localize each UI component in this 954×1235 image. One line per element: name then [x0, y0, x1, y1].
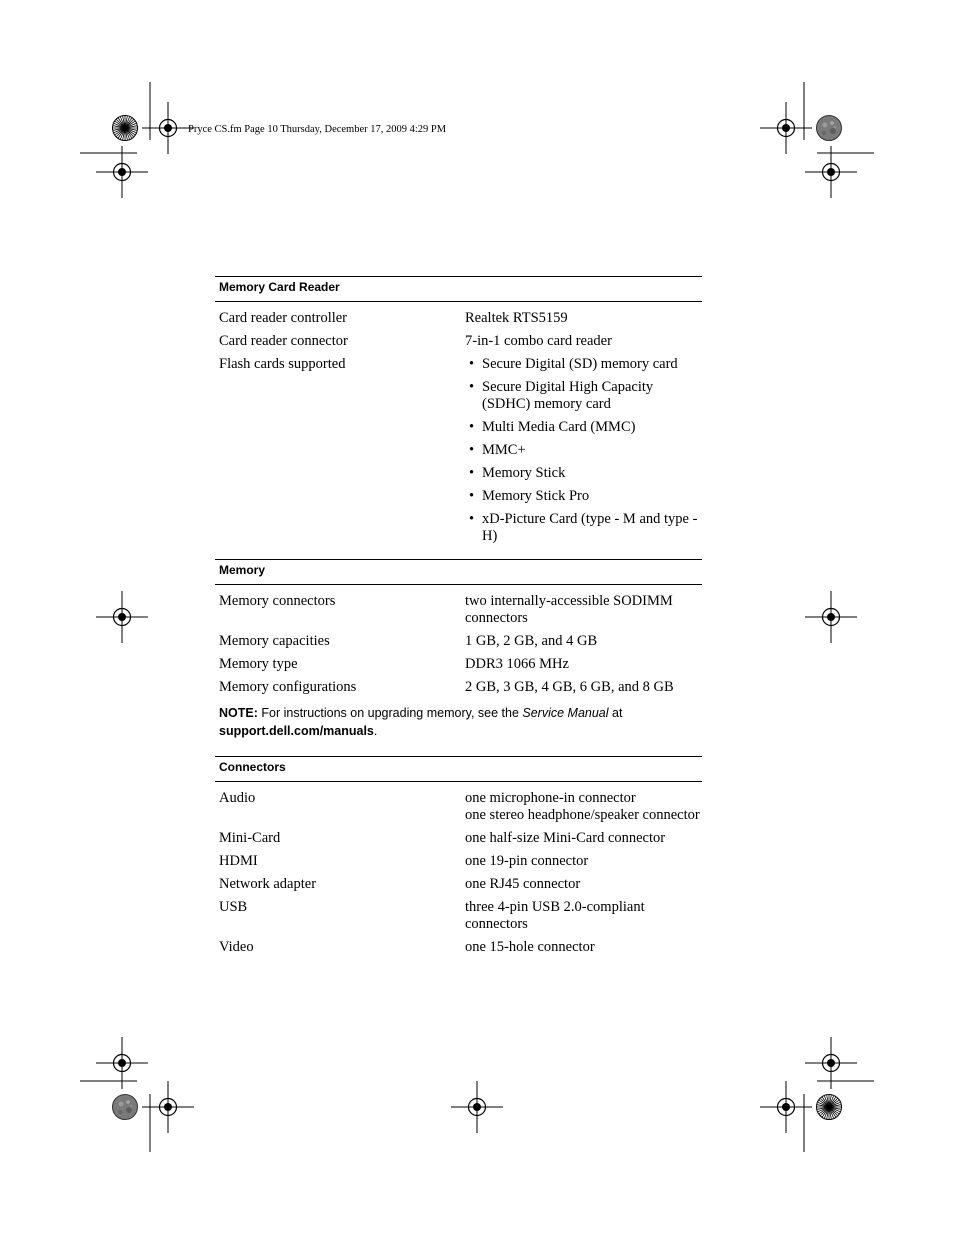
list-item: • Secure Digital High Capacity (SDHC) memory card [465, 379, 702, 413]
spec-row [215, 633, 702, 650]
running-head: Pryce CS.fm Page 10 Thursday, December 17, 2009 4:29 PM [188, 124, 447, 135]
spec-value: 1 GB, 2 GB, and 4 GB [465, 633, 598, 649]
spec-value: three 4-pin USB 2.0-compliant connectors [465, 899, 645, 932]
spec-row [215, 679, 702, 696]
section-title: Memory Card Reader [215, 276, 702, 302]
list-item: • Multi Media Card (MMC) [465, 419, 702, 436]
note-text: For instructions on upgrading memory, see the [257, 706, 523, 720]
spec-label: Memory capacities [219, 633, 330, 649]
service-manual-title: Service Manual [522, 706, 609, 720]
spec-label: Card reader connector [219, 333, 348, 349]
spec-value: two internally-accessible SODIMM connectors [465, 593, 673, 626]
spec-value: 7-in-1 combo card reader [465, 333, 612, 349]
spec-row [215, 333, 702, 350]
spec-value: 2 GB, 3 GB, 4 GB, 6 GB, and 8 GB [465, 679, 674, 695]
section-title: Connectors [215, 756, 702, 782]
spec-value-line: one stereo headphone/speaker connector [465, 807, 700, 823]
spec-label: HDMI [219, 853, 258, 869]
memory-note [215, 704, 702, 740]
spec-row [215, 876, 702, 893]
list-item: • xD-Picture Card (type - M and type - H) [465, 511, 702, 545]
section-memory-card-reader [215, 276, 702, 545]
list-item: • Secure Digital (SD) memory card [465, 356, 702, 373]
spec-label: Flash cards supported [219, 356, 346, 372]
spec-label: Memory configurations [219, 679, 357, 695]
spec-value-line: one microphone-in connector [465, 790, 636, 806]
list-item: • Memory Stick Pro [465, 488, 702, 505]
spec-row [215, 310, 702, 327]
list-item: • MMC+ [465, 442, 702, 459]
note-end: . [373, 724, 378, 738]
spec-label: Audio [219, 790, 256, 806]
support-url: support.dell.com/manuals [219, 724, 374, 738]
spec-value: one RJ45 connector [465, 876, 581, 892]
spec-row [215, 356, 702, 545]
spec-value: Realtek RTS5159 [465, 310, 568, 326]
section-title: Memory [215, 559, 702, 585]
flash-card-list [465, 356, 702, 545]
spec-label: USB [219, 899, 248, 915]
spec-label: Card reader controller [219, 310, 348, 326]
note-label: NOTE: [219, 706, 258, 720]
spec-row [215, 830, 702, 847]
spec-value: one 15-hole connector [465, 939, 595, 955]
spec-row [215, 853, 702, 870]
spec-label: Memory connectors [219, 593, 336, 609]
spec-sheet [215, 276, 702, 956]
spec-value: one 19-pin connector [465, 853, 589, 869]
spec-label: Video [219, 939, 254, 955]
section-memory [215, 559, 702, 740]
spec-row [215, 790, 702, 824]
spec-row [215, 593, 702, 627]
spec-value: DDR3 1066 MHz [465, 656, 569, 672]
spec-row [215, 656, 702, 673]
spec-label: Network adapter [219, 876, 317, 892]
spec-label: Mini-Card [219, 830, 281, 846]
spec-row [215, 939, 702, 956]
spec-value [462, 790, 702, 824]
spec-value [462, 356, 702, 545]
note-text-at: at [608, 706, 623, 720]
spec-value: one half-size Mini-Card connector [465, 830, 666, 846]
spec-row [215, 899, 702, 933]
list-item: • Memory Stick [465, 465, 702, 482]
spec-label: Memory type [219, 656, 298, 672]
section-connectors [215, 756, 702, 956]
